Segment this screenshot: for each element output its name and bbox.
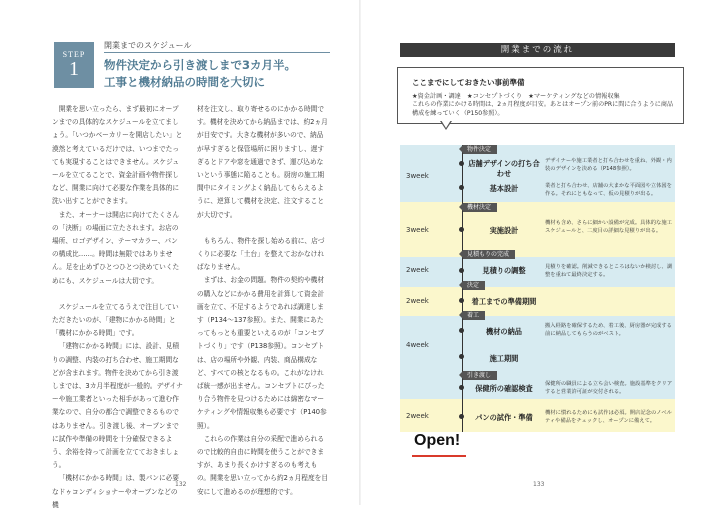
page-number-right: 133	[533, 481, 545, 488]
task-title: 見積りの調整	[482, 266, 526, 275]
task-description: 機材に慣れるためにも試作は必須。開店記念のノベルティや備品をチェックし、オープンに備えて。	[545, 410, 672, 424]
task-title: 施工期間	[489, 354, 519, 363]
week-label: 2week	[406, 297, 429, 305]
paragraph: 「建物にかかる時間」には、設計、見積りの調整、内装の打ち合わせ、施工期間などが含まれます。物件を決めてから引き渡しまでは、3カ月半程度が一般的。デザイナーや施工業者といった相手があって進む作業なので、自分の都合で調整できるものではありません。引き渡し後、オープンまでに試作や準備の時間を十分確保できるよう、余裕を持って計画を立てておきましょう。	[52, 342, 183, 470]
step-word: STEP	[62, 50, 86, 59]
milestone-tag: 物件決定	[463, 145, 497, 154]
paragraph: もちろん、物件を探し始める前に、店づくりに必要な「土台」を整えておかなければなりません。	[197, 236, 325, 272]
task-description: 見積りを確認。削減できるところはないか検討し、調整を重ねて最終決定する。	[545, 264, 673, 278]
task-description: デザイナーや施工業者と打ち合わせを重ね、外観・内装のデザインを決める（P148参照）。	[545, 158, 672, 172]
step-badge	[54, 42, 94, 88]
step-number: 1	[69, 58, 79, 80]
timeline-dot	[459, 268, 464, 273]
paragraph: スケジュールを立てるうえで注目していただきたいのが、「建物にかかる時間」と「機材にかかる時間」です。	[52, 302, 179, 338]
gutter	[359, 0, 361, 505]
headline-line-2: 工事と機材納品の時間を大切に	[104, 75, 265, 89]
task-title: 基本設計	[489, 184, 519, 193]
milestone-tag: 機材決定	[463, 203, 497, 212]
paragraph: 開業を思い立ったら、まず最初にオープンまでの具体的なスケジュールを立てましょう。「いつかベーカリーを開店したい」と漠然と考えているだけでは、いつまでたっても実現することはできません。スケジュールを立てることで、資金計画や物件探しなど、開業に向けて必要な作業を具体的に洗い出すことができます。	[52, 105, 183, 206]
open-underline	[412, 455, 466, 457]
timeline-dot	[459, 354, 464, 359]
headline	[104, 57, 334, 91]
flow-title-bar: 開業までの流れ	[400, 43, 675, 57]
open-label: Open!	[414, 432, 461, 449]
timeline-dot	[459, 414, 464, 419]
task-title: 機材の納品	[486, 327, 522, 336]
milestone-tag: 着工	[463, 311, 485, 320]
milestone-tag: 引き渡し	[463, 371, 497, 380]
note-tags: ★資金計画・調達 ★コンセプトづくり ★マーケティングなどの情報収集	[412, 93, 620, 100]
paragraph: これらの作業は自分の采配で進められるので比較的自由に時間を使うことができますが、あまり長くかけすぎるのも考えもの。開業を思い立ってから約2ヵ月程度を目安にして進めるのが理想的です。	[197, 434, 329, 496]
paragraph: 「機材にかかる時間」は、製パンに必要なドゥコンディショナーやオーブンなどの機	[52, 474, 180, 509]
paragraph: また、オーナーは開店に向けてたくさんの「決断」の場面に立たされます。お店の場所、ロゴデザイン、テーマカラー、パンの構成比……。時間は無限ではありません。足を止めずひとつひとつ決めていくためにも、スケジュールは大切です。	[52, 210, 180, 285]
note-title: ここまでにしておきたい事前準備	[412, 78, 525, 87]
week-label: 2week	[406, 412, 429, 420]
body-column-1	[52, 103, 187, 512]
task-title: 保健所の確認検査	[475, 384, 533, 393]
timeline-dot	[459, 298, 464, 303]
page-number-left: 132	[175, 481, 187, 488]
task-title: パンの試作・準備	[475, 413, 533, 422]
task-description: 搬入経路を確保するため、着工後、厨房器が完成する前に納品してもらうのがベスト。	[545, 323, 672, 337]
section-label: 開業までのスケジュール	[104, 41, 192, 50]
timeline-dot	[459, 385, 464, 390]
note-pointer-inner	[441, 120, 451, 128]
timeline-dot	[459, 161, 464, 166]
task-description: 機材も含め、さらに細かい設備が完成。具体的な施工スケジュールと、二度目の詳細な見積りが出る。	[545, 220, 672, 234]
headline-line-1: 物件決定から引き渡しまで3カ月半。	[104, 58, 296, 72]
week-label: 4week	[406, 341, 429, 349]
paragraph: まずは、お金の問題。物件の契約や機材の購入などにかかる費用を計算して資金計画を立て、不足するようであれば調達します（P134～137参照）。また、開業にあたってもっとも重要といえるのが「コンセプトづくり」です（P138参照）。コンセプトは、店の場所や外観、内装、商品構成など、すべての核となるもの。これがなければ統一感が出ません。コンセプトにぴったり合う物件を見つけるためには綿密なマーケティングや情報収集も必要です（P140参照）。	[197, 276, 327, 430]
task-title: 店舗デザインの打ち合わせ	[468, 159, 540, 178]
week-label: 3week	[406, 172, 429, 180]
task-description: 業者と打ち合わせ、店舗の大まかな平面図や立体図を作る。それにともなって、仮の見積りが出る。	[545, 183, 672, 197]
week-label: 2week	[406, 266, 429, 274]
paragraph: 材を注文し、取り寄せるのにかかる時間です。機材を決めてから納品までは、約2ヵ月が目安です。大きな機材が多いので、納品が早すぎると保管場所に困りますし、遅すぎるとドアや窓を通過できず、運び込めないという事態に陥ることも。厨房の施工期間中にタイミングよく納品してもらえるように、逆算して機材を決定、注文することが大切です。	[197, 105, 328, 219]
section-rule	[104, 52, 330, 53]
milestone-tag: 見積もりの完成	[463, 250, 515, 259]
note-body: これらの作業にかける時間は、2ヵ月程度が目安。あとはオープン前のPRに間に合うように商品構成を練っていく（P150参照）。	[412, 101, 674, 117]
timeline-dot	[459, 185, 464, 190]
body-column-2	[197, 103, 329, 499]
task-title: 実施設計	[489, 226, 519, 235]
milestone-tag: 決定	[463, 281, 485, 290]
preparation-note	[397, 67, 684, 124]
task-description: 保健所の職員による立ち会い検査。施設基準をクリアすると営業許可証が交付される。	[545, 381, 673, 395]
timeline-dot	[459, 328, 464, 333]
timeline-dot	[459, 227, 464, 232]
week-label: 3week	[406, 226, 429, 234]
task-title: 着工までの準備期間	[471, 297, 537, 306]
